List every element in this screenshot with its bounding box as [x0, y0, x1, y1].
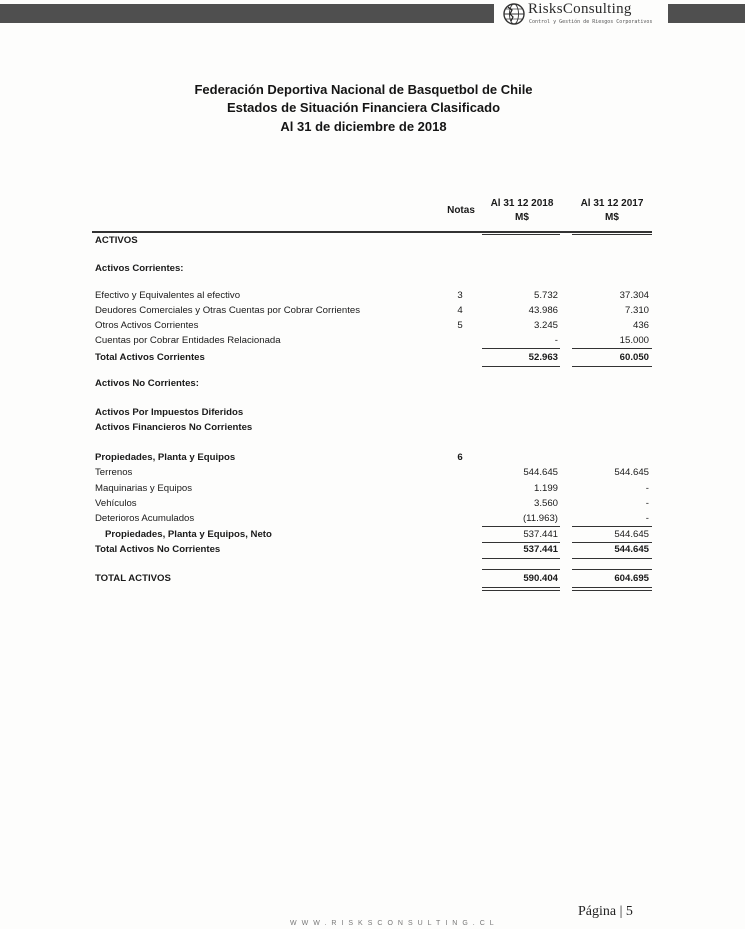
row-label: Total Activos No Corrientes — [95, 544, 221, 555]
deferred-tax-label: Activos Por Impuestos Diferidos — [95, 407, 244, 418]
row-value-2017: 7.310 — [624, 305, 649, 316]
financial-non-current-label: Activos Financieros No Corrientes — [95, 422, 253, 433]
total-assets-row — [95, 571, 655, 586]
section-non-current-assets: Activos No Corrientes: — [95, 378, 199, 389]
table-row — [95, 481, 655, 496]
total-current-row — [95, 350, 655, 365]
row-value-2018: 537.441 — [523, 529, 558, 540]
ppe-net-row — [95, 527, 655, 542]
row-value-2018: (11.963) — [522, 513, 558, 524]
row-label: Maquinarias y Equipos — [95, 483, 193, 494]
grand-total-rule-2017 — [572, 587, 652, 588]
doc-title-entity: Federación Deportiva Nacional de Basquetbol de Chile — [194, 82, 533, 97]
col-header-2017-unit: M$ — [605, 212, 619, 223]
brand-logo — [502, 2, 672, 30]
ppe-header-row — [95, 450, 655, 465]
row-value-2018: 52.963 — [528, 352, 558, 363]
total-nc-rule-2017 — [572, 558, 652, 559]
subtotal-rule-2017 — [572, 348, 652, 349]
row-value-2018: 43.986 — [528, 305, 558, 316]
row-value-2017: 544.645 — [614, 529, 649, 540]
section-assets: ACTIVOS — [95, 235, 138, 246]
subtotal-rule-2018 — [482, 348, 560, 349]
row-value-2017: - — [645, 483, 649, 494]
row-label: Vehículos — [95, 498, 137, 509]
col-header-2018-date: Al 31 12 2018 — [490, 198, 554, 209]
row-note: 3 — [457, 290, 463, 301]
row-label: Deterioros Acumulados — [95, 513, 195, 524]
row-value-2017: 436 — [632, 320, 649, 331]
table-row — [95, 288, 655, 303]
grand-total-double-rule-2018 — [482, 590, 560, 591]
header-bar-right — [668, 4, 745, 23]
total-nc-rule-2018 — [482, 558, 560, 559]
row-value-2017: 15.000 — [619, 335, 649, 346]
row-label: Efectivo y Equivalentes al efectivo — [95, 290, 241, 301]
row-value-2017: 604.695 — [614, 573, 649, 584]
doc-title-statement: Estados de Situación Financiera Clasificado — [226, 100, 501, 115]
row-value-2017: 544.645 — [614, 544, 649, 555]
row-value-2018: 544.645 — [523, 467, 558, 478]
row-note: 5 — [457, 320, 463, 331]
row-label: Otros Activos Corrientes — [95, 320, 199, 331]
table-row — [95, 496, 655, 511]
doc-title-date: Al 31 de diciembre de 2018 — [280, 119, 447, 134]
row-label: Propiedades, Planta y Equipos — [95, 452, 236, 463]
row-value-2018: 5.732 — [533, 290, 558, 301]
page-number: Página | 5 — [578, 904, 633, 919]
total-non-current-row — [95, 542, 655, 557]
header-rule-2017 — [572, 234, 652, 235]
header-rule — [92, 231, 652, 233]
total-rule-2018 — [482, 366, 560, 367]
row-note: 6 — [457, 452, 463, 463]
row-value-2018: 3.560 — [533, 498, 558, 509]
col-header-notes: Notas — [447, 205, 475, 216]
grand-total-top-rule-2018 — [482, 569, 560, 570]
row-label: Propiedades, Planta y Equipos, Neto — [105, 529, 272, 540]
row-label: TOTAL ACTIVOS — [95, 573, 171, 584]
col-header-2018 — [482, 197, 562, 225]
row-value-2017: 37.304 — [619, 290, 649, 301]
section-current-assets: Activos Corrientes: — [95, 263, 184, 274]
table-row — [95, 465, 655, 480]
row-label: Cuentas por Cobrar Entidades Relacionada — [95, 335, 281, 346]
total-rule-2017 — [572, 366, 652, 367]
grand-total-double-rule-2017 — [572, 590, 652, 591]
row-value-2017: 544.645 — [614, 467, 649, 478]
row-label: Deudores Comerciales y Otras Cuentas por Cobrar Corrientes — [95, 305, 360, 316]
row-label: Terrenos — [95, 467, 133, 478]
footer-url: WWW.RISKSCONSULTING.CL — [290, 920, 499, 927]
col-header-2017 — [572, 197, 652, 225]
brand-name: RisksConsulting — [528, 1, 632, 17]
row-value-2018: 1.199 — [533, 483, 558, 494]
row-value-2018: 3.245 — [533, 320, 558, 331]
table-row — [95, 303, 655, 318]
row-label: Total Activos Corrientes — [95, 352, 205, 363]
row-value-2018: - — [554, 335, 558, 346]
row-value-2018: 537.441 — [523, 544, 558, 555]
row-note: 4 — [457, 305, 463, 316]
row-value-2017: - — [645, 498, 649, 509]
header-rule-2018 — [482, 234, 560, 235]
brand-tagline: Control y Gestión de Riesgos Corporativos — [529, 19, 653, 25]
col-header-2017-date: Al 31 12 2017 — [580, 198, 644, 209]
table-row — [95, 318, 655, 333]
row-value-2017: - — [645, 513, 649, 524]
table-row — [95, 333, 655, 348]
row-value-2018: 590.404 — [523, 573, 558, 584]
table-row — [95, 511, 655, 526]
grand-total-rule-2018 — [482, 587, 560, 588]
row-value-2017: 60.050 — [619, 352, 649, 363]
globe-icon — [502, 2, 526, 26]
grand-total-top-rule-2017 — [572, 569, 652, 570]
col-header-2018-unit: M$ — [515, 212, 529, 223]
header-bar-left — [0, 4, 494, 23]
